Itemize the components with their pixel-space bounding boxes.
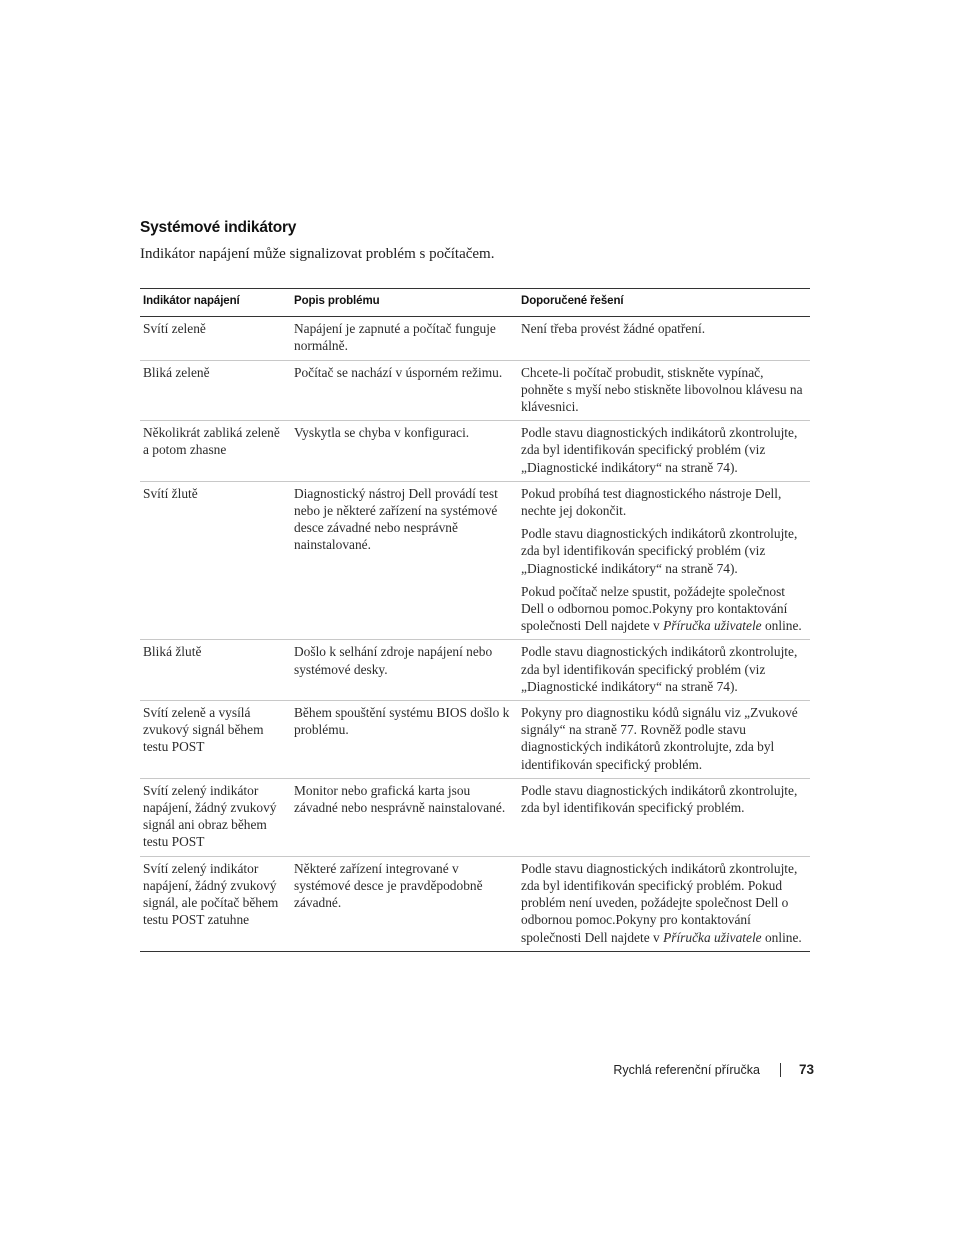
solution-cell xyxy=(518,778,810,856)
description-cell: Napájení je zapnuté a počítač funguje normálně. xyxy=(294,321,496,354)
solution-cell xyxy=(518,640,810,701)
solution-paragraph: Chcete-li počítač probudit, stiskněte vypínač, pohněte s myší nebo stiskněte libovolnou klávesu na klávesnici. xyxy=(521,364,803,415)
indicator-cell: Několikrát zabliká zeleně a potom zhasne xyxy=(143,425,280,458)
page-footer xyxy=(613,1062,814,1077)
description-cell: Došlo k selhání zdroje napájení nebo systémové desky. xyxy=(294,644,493,677)
page-number: 73 xyxy=(798,1062,814,1077)
indicator-cell: Svítí zeleně a vysílá zvukový signál během testu POST xyxy=(143,705,264,755)
solution-cell xyxy=(518,421,810,482)
description-cell: Monitor nebo grafická karta jsou závadné nebo nesprávně nainstalované. xyxy=(294,782,506,816)
indicator-cell: Svítí zeleně xyxy=(143,321,206,337)
indicator-cell: Svítí zelený indikátor napájení, žádný zvukový signál ani obraz během testu POST xyxy=(143,782,277,850)
table-row xyxy=(140,701,810,779)
table-row xyxy=(140,421,810,482)
solution-cell xyxy=(518,701,810,779)
intro-text: Indikátor napájení může signalizovat problém s počítačem. xyxy=(140,246,495,262)
description-cell: Během spouštění systému BIOS došlo k problému. xyxy=(294,705,510,738)
solution-paragraph: Pokyny pro diagnostiku kódů signálu viz „Zvukové signály“ na straně 77. Rovněž podle stavu diagnostických indikátorů zkontrolujte, zda byl identifikován specifický problém. xyxy=(521,705,798,772)
footer-title: Rychlá referenční příručka xyxy=(613,1062,760,1077)
table-row xyxy=(140,360,810,421)
description-cell: Diagnostický nástroj Dell provádí test nebo je některé zařízení na systémové desce závadné nebo nesprávně nainstalované. xyxy=(294,485,498,553)
footer-divider xyxy=(780,1063,781,1077)
section-title: Systémové indikátory xyxy=(140,219,297,236)
solution-paragraph: Podle stavu diagnostických indikátorů zkontrolujte, zda byl identifikován specifický problém (viz „Diagnostické indikátory“ na straně 74). xyxy=(521,425,798,475)
table-row xyxy=(140,778,810,856)
solution-cell xyxy=(518,317,810,360)
indicator-cell: Bliká zeleně xyxy=(143,364,210,380)
solution-cell xyxy=(518,360,810,421)
column-header-description: Popis problému xyxy=(294,295,380,307)
solution-paragraph: Pokud počítač nelze spustit, požádejte společnost Dell o odbornou pomoc.Pokyny pro kontaktování společnosti Dell najdete v Příručka uživatele online. xyxy=(521,583,802,634)
solution-cell xyxy=(518,856,810,951)
indicator-cell: Bliká žlutě xyxy=(143,644,202,660)
table-row xyxy=(140,640,810,701)
solution-paragraph: Pokud probíhá test diagnostického nástroje Dell, nechte jej dokončit. xyxy=(521,485,782,519)
indicator-cell: Svítí žlutě xyxy=(143,485,198,501)
solution-paragraph: Podle stavu diagnostických indikátorů zkontrolujte, zda byl identifikován specifický problém. xyxy=(521,782,798,816)
description-cell: Počítač se nachází v úsporném režimu. xyxy=(294,364,503,380)
table-row xyxy=(140,856,810,951)
indicator-cell: Svítí zelený indikátor napájení, žádný zvukový signál, ale počítač během testu POST zatuhne xyxy=(143,860,279,928)
solution-paragraph: Podle stavu diagnostických indikátorů zkontrolujte, zda byl identifikován specifický problém. Pokud problém není uveden, požádejte společnost Dell o odbornou pomoc.Pokyny pro kontaktování společnosti Dell najdete v Příručka uživatele online. xyxy=(521,860,802,945)
solution-paragraph: Podle stavu diagnostických indikátorů zkontrolujte, zda byl identifikován specifický problém (viz „Diagnostické indikátory“ na straně 74). xyxy=(521,526,798,576)
table-row xyxy=(140,481,810,640)
column-header-solution: Doporučené řešení xyxy=(521,295,624,307)
table-row xyxy=(140,317,810,360)
table-header-row xyxy=(140,289,810,317)
solution-paragraph: Není třeba provést žádné opatření. xyxy=(521,321,706,337)
description-cell: Některé zařízení integrované v systémové desce je pravděpodobně závadné. xyxy=(294,860,483,911)
indicator-table xyxy=(140,288,810,952)
description-cell: Vyskytla se chyba v konfiguraci. xyxy=(294,425,470,441)
solution-paragraph: Podle stavu diagnostických indikátorů zkontrolujte, zda byl identifikován specifický problém (viz „Diagnostické indikátory“ na straně 74). xyxy=(521,644,798,694)
solution-cell xyxy=(518,481,810,640)
column-header-indicator: Indikátor napájení xyxy=(143,295,240,307)
